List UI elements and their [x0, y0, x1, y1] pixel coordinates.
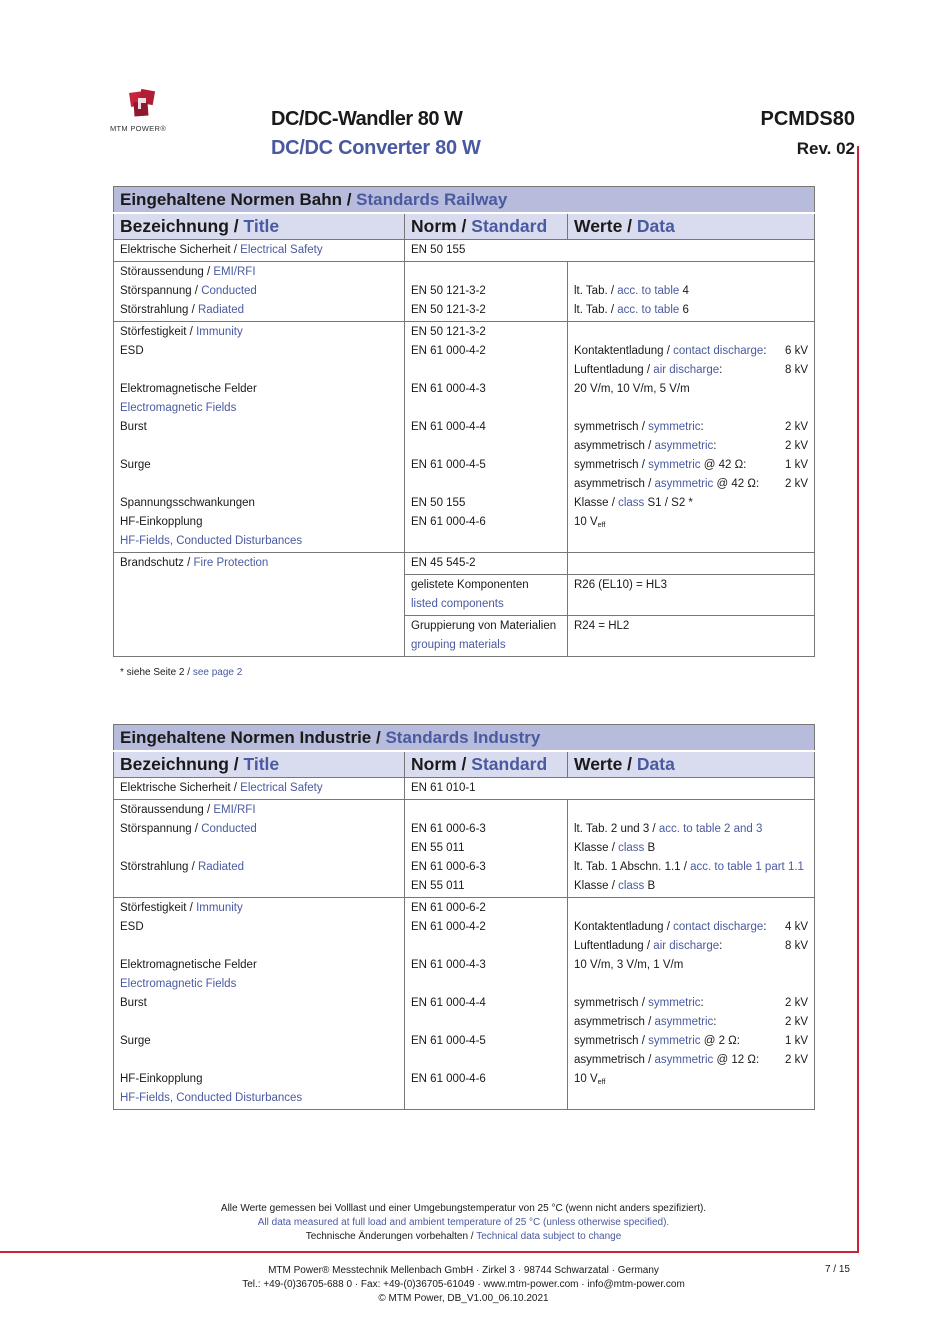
model-number: PCMDS80 [760, 108, 855, 130]
cell-title: Elektrische Sicherheit / Electrical Safety [114, 240, 405, 262]
cell-data: Kontaktentladung / contact discharge: 6 kV Luftentladung / air discharge: 8 kV 20 V/m, 10 V/m, 5 V/m symmetrisch / symmetric: 2 kV asymmetrisch / asymmetric: 2 kV symmetrisch / symmetric @ 42 Ω: 1 kV asymmetrisch / asymmetric @ 42 Ω: 2 kV Klasse / class S1 / S2 * 10 $V_{eff}$ [568, 322, 815, 553]
cell-title: Störaussendung / EMI/RFI Störspannung / Conducted Störstrahlung / Radiated [114, 800, 405, 898]
table-row [114, 778, 815, 800]
mtm-logo-icon [128, 88, 158, 120]
table-row [114, 240, 815, 262]
cell-standard: EN 61 000-6-2 EN 61 000-4-2 EN 61 000-4-3 EN 61 000-4-4 EN 61 000-4-5 EN 61 000-4-6 [405, 898, 568, 1110]
table-section-header [114, 187, 815, 214]
page-border-bottom [0, 1251, 859, 1253]
footer-address: MTM Power® Messtechnik Mellenbach GmbH · Zirkel 3 · 98744 Schwarzatal · Germany [268, 1265, 659, 1276]
table-row [114, 800, 815, 898]
cell-standard: Gruppierung von Materialien grouping materials [405, 616, 568, 657]
table-row [114, 553, 815, 575]
cell-standard: EN 50 155 [405, 240, 815, 262]
cell-data: R26 (EL10) = HL3 [568, 575, 815, 616]
cell-data: R24 = HL2 [568, 616, 815, 657]
footer-copyright: © MTM Power, DB_V1.00_06.10.2021 [378, 1293, 549, 1304]
section-heading: Eingehaltene Normen Industrie / Standards Industry [114, 725, 815, 752]
page-border-right [857, 146, 859, 1253]
cell-standard: EN 45 545-2 [405, 553, 568, 575]
cell-title: Störfestigkeit / Immunity ESD Elektromagnetische Felder Electromagnetic Fields Burst Surge Spannungsschwankungen HF-Einkopplung HF-Fields, Conducted Disturbances [114, 322, 405, 553]
measurement-note [0, 1202, 927, 1244]
cell-data: lt. Tab. 2 und 3 / acc. to table 2 and 3 Klasse / class B lt. Tab. 1 Abschn. 1.1 / acc. to table 1 part 1.1 Klasse / class B [568, 800, 815, 898]
company-footer [0, 1264, 927, 1306]
revision-label: Rev. 02 [796, 139, 855, 158]
cell-data: Kontaktentladung / contact discharge: 4 kV Luftentladung / air discharge: 8 kV 10 V/m, 3 V/m, 1 V/m symmetrisch / symmetric: 2 kV asymmetrisch / asymmetric: 2 kV symmetrisch / symmetric @ 2 Ω: 1 kV asymmetrisch / asymmetric @ 12 Ω: 2 kV 10 $V_{eff}$ [568, 898, 815, 1110]
industry-standards-table [113, 724, 815, 1110]
cell-standard: gelistete Komponenten listed components [405, 575, 568, 616]
table-column-headers [114, 213, 815, 240]
page-number: 7 / 15 [824, 1264, 850, 1275]
section-heading: Eingehaltene Normen Bahn / Standards Railway [114, 187, 815, 214]
cell-title: Störaussendung / EMI/RFI Störspannung / Conducted Störstrahlung / Radiated [114, 262, 405, 322]
table-column-headers [114, 751, 815, 778]
column-header-data: Werte / Data [568, 213, 815, 240]
cell-standard: EN 50 121-3-2 EN 61 000-4-2 EN 61 000-4-3 EN 61 000-4-4 EN 61 000-4-5 EN 50 155 EN 61 000-4-6 [405, 322, 568, 553]
cell-title: Störfestigkeit / Immunity ESD Elektromagnetische Felder Electromagnetic Fields Burst Surge HF-Einkopplung HF-Fields, Conducted Disturbances [114, 898, 405, 1110]
column-header-data: Werte / Data [568, 751, 815, 778]
column-header-standard: Norm / Standard [405, 751, 568, 778]
table-section-header [114, 725, 815, 752]
column-header-title: Bezeichnung / Title [114, 213, 405, 240]
footnote: * siehe Seite 2 / see page 2 [120, 667, 243, 678]
note-line-german: Alle Werte gemessen bei Volllast und einer Umgebungstemperatur von 25 °C (wenn nicht anders spezifiziert). [220, 1203, 707, 1214]
cell-data: lt. Tab. / acc. to table 4 lt. Tab. / acc. to table 6 [568, 262, 815, 322]
cell-data [568, 553, 815, 575]
footer-contact: Tel.: +49-(0)36705-688 0 · Fax: +49-(0)36705-61049 · www.mtm-power.com · info@mtm-power.com [242, 1279, 685, 1290]
document-title-german: DC/DC-Wandler 80 W [271, 108, 463, 130]
column-header-standard: Norm / Standard [405, 213, 568, 240]
note-line-english: All data measured at full load and ambient temperature of 25 °C (unless otherwise specified). [257, 1217, 670, 1228]
cell-title: Elektrische Sicherheit / Electrical Safety [114, 778, 405, 800]
note-line-changes: Technische Änderungen vorbehalten / Technical data subject to change [305, 1231, 622, 1242]
cell-standard: EN 61 000-6-3 EN 55 011 EN 61 000-6-3 EN 55 011 [405, 800, 568, 898]
cell-standard: EN 50 121-3-2 EN 50 121-3-2 [405, 262, 568, 322]
column-header-title: Bezeichnung / Title [114, 751, 405, 778]
logo-brand-text: MTM POWER® [110, 124, 167, 133]
table-row [114, 262, 815, 322]
table-row [114, 322, 815, 553]
table-row [114, 898, 815, 1110]
cell-standard: EN 61 010-1 [405, 778, 815, 800]
cell-title: Brandschutz / Fire Protection [114, 553, 405, 657]
railway-standards-table [113, 186, 815, 657]
company-logo [110, 88, 200, 138]
document-title-english: DC/DC Converter 80 W [271, 137, 481, 159]
